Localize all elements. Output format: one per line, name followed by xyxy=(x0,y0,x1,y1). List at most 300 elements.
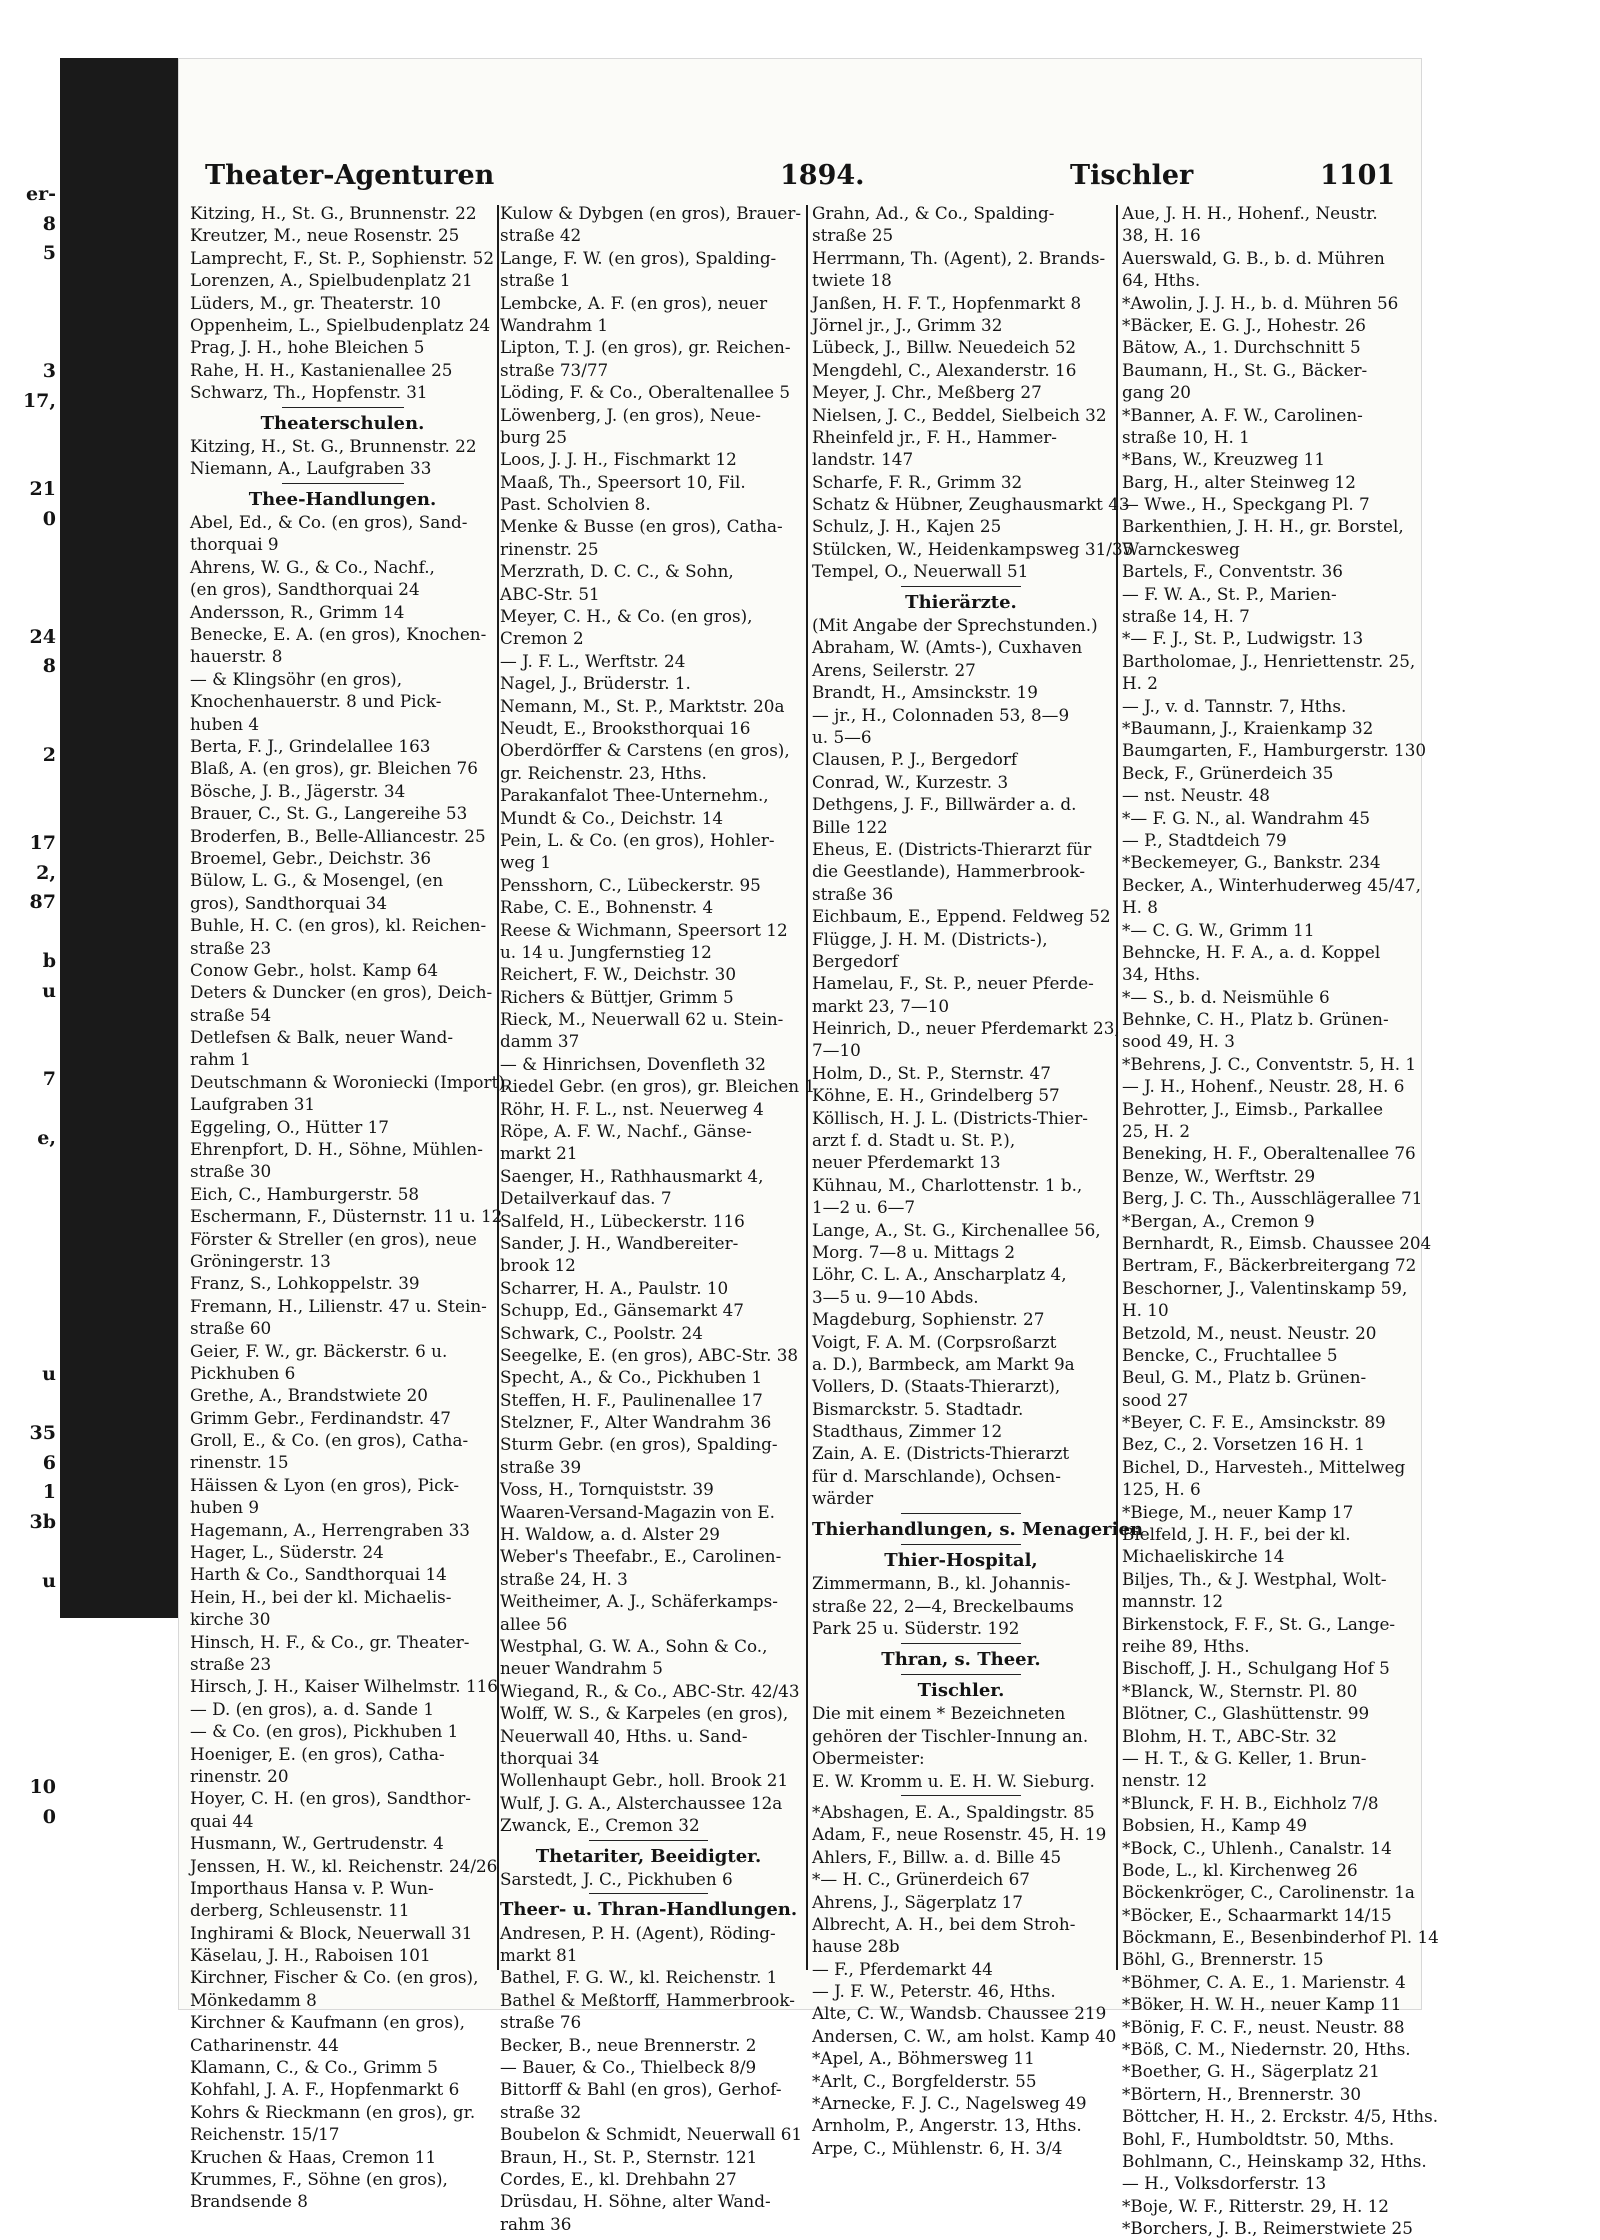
directory-entry-line: Schwarz, Th., Hopfenstr. 31 xyxy=(190,382,428,403)
directory-entry-line: Schwark, C., Poolstr. 24 xyxy=(500,1322,703,1343)
directory-entry-line: *Blanck, W., Sternstr. Pl. 80 xyxy=(1122,1680,1358,1701)
directory-entry-line: Bischoff, J. H., Schulgang Hof 5 xyxy=(1122,1658,1390,1679)
section-rule xyxy=(282,407,404,408)
directory-entry-line: Specht, A., & Co., Pickhuben 1 xyxy=(500,1367,763,1388)
margin-fragment xyxy=(0,1036,56,1066)
directory-entry-line: *— F. G. N., al. Wandrahm 45 xyxy=(1122,807,1371,828)
margin-fragment xyxy=(0,800,56,830)
margin-fragment: 10 xyxy=(29,1776,56,1798)
directory-entry-line: Albrecht, A. H., bei dem Stroh- xyxy=(812,1913,1076,1934)
directory-entry-line: straße 10, H. 1 xyxy=(1122,426,1250,447)
directory-entry-line: Neuerwall 40, Hths. u. Sand- xyxy=(500,1725,748,1746)
directory-entry-line: straße 30 xyxy=(190,1161,272,1182)
directory-entry-line: Niemann, A., Laufgraben 33 xyxy=(190,458,432,479)
directory-entry-line: Flügge, J. H. M. (Districts-), xyxy=(812,928,1048,949)
directory-entry-line: Auerswald, G. B., b. d. Mühren xyxy=(1122,247,1385,268)
directory-entry-line: Nielsen, J. C., Beddel, Sielbeich 32 xyxy=(812,404,1107,425)
directory-entry-line: twiete 18 xyxy=(812,270,892,291)
directory-entry-line: Wollenhaupt Gebr., holl. Brook 21 xyxy=(500,1770,789,1791)
margin-fragment xyxy=(0,1154,56,1184)
directory-entry-line: Conrad, W., Kurzestr. 3 xyxy=(812,771,1009,792)
directory-entry-line: Beschorner, J., Valentinskamp 59, xyxy=(1122,1277,1408,1298)
directory-entry-line: Becker, B., neue Brennerstr. 2 xyxy=(500,2034,757,2055)
margin-fragment xyxy=(0,298,56,328)
column-4 xyxy=(1122,202,1439,2239)
directory-entry-line: markt 81 xyxy=(500,1945,578,1966)
directory-entry-line: — H. T., & G. Keller, 1. Brun- xyxy=(1122,1747,1367,1768)
margin-fragment xyxy=(0,534,56,564)
directory-entry-line: — jr., H., Colonnaden 53, 8—9 xyxy=(812,704,1070,725)
directory-entry-line: u. 5—6 xyxy=(812,726,872,747)
directory-entry-line: Lüders, M., gr. Theaterstr. 10 xyxy=(190,292,441,313)
directory-entry-line: huben 9 xyxy=(190,1497,260,1518)
directory-entry-line: Steffen, H. F., Paulinenallee 17 xyxy=(500,1389,763,1410)
directory-entry-line: Richers & Büttjer, Grimm 5 xyxy=(500,986,734,1007)
directory-entry-line: Pickhuben 6 xyxy=(190,1362,296,1383)
directory-entry-line: *Beckemeyer, G., Bankstr. 234 xyxy=(1122,852,1381,873)
directory-entry-line: Mundt & Co., Deichstr. 14 xyxy=(500,807,724,828)
directory-entry-line: Kreutzer, M., neue Rosenstr. 25 xyxy=(190,225,460,246)
section-heading: Thetariter, Beeidigter. xyxy=(535,1845,762,1867)
directory-entry-line: straße 42 xyxy=(500,225,582,246)
directory-entry-line: Schupp, Ed., Gänsemarkt 47 xyxy=(500,1300,744,1321)
directory-entry-line: Bätow, A., 1. Durchschnitt 5 xyxy=(1122,337,1361,358)
directory-entry-line: H. Waldow, a. d. Alster 29 xyxy=(500,1524,720,1545)
directory-entry-line: Westphal, G. W. A., Sohn & Co., xyxy=(500,1636,768,1656)
page-number: 1101 xyxy=(1320,160,1396,191)
directory-entry-line: *Böcker, E., Schaarmarkt 14/15 xyxy=(1122,1904,1392,1925)
margin-fragment: 17, xyxy=(22,389,56,412)
directory-entry-line: Deters & Duncker (en gros), Deich- xyxy=(190,982,493,1003)
directory-entry-line: damm 37 xyxy=(500,1031,580,1052)
margin-fragment xyxy=(0,770,56,800)
directory-entry-line: Neudt, E., Brooksthorquai 16 xyxy=(500,717,751,738)
directory-entry-line: Vollers, D. (Staats-Thierarzt), xyxy=(812,1376,1061,1397)
directory-entry-line: straße 36 xyxy=(812,883,894,904)
directory-entry-line: Bartels, F., Conventstr. 36 xyxy=(1122,561,1343,582)
margin-fragment: 2 xyxy=(42,743,56,766)
directory-entry-line: nenstr. 12 xyxy=(1122,1770,1208,1791)
directory-entry-line: Janßen, H. F. T., Hopfenmarkt 8 xyxy=(812,292,1082,313)
directory-entry-line: Husmann, W., Gertrudenstr. 4 xyxy=(190,1833,444,1854)
margin-fragment: 17 xyxy=(29,832,56,854)
directory-entry-line: Zwanck, E., Cremon 32 xyxy=(500,1815,700,1836)
margin-fragment: 3b xyxy=(29,1510,56,1533)
directory-entry-line: — J. F. W., Peterstr. 46, Hths. xyxy=(812,1981,1056,2002)
directory-entry-line: — D. (en gros), a. d. Sande 1 xyxy=(190,1698,435,1719)
directory-entry-line: *Börtern, H., Brennerstr. 30 xyxy=(1122,2083,1362,2104)
directory-entry-line: Meyer, J. Chr., Meßberg 27 xyxy=(812,382,1042,403)
directory-entry-line: Meyer, C. H., & Co. (en gros), xyxy=(500,606,753,627)
directory-entry-line: Pensshorn, C., Lübeckerstr. 95 xyxy=(500,874,761,895)
directory-entry-line: rahm 1 xyxy=(190,1049,251,1070)
directory-entry-line: *— H. C., Grünerdeich 67 xyxy=(812,1869,1030,1890)
directory-entry-line: — J. H., Hohenf., Neustr. 28, H. 6 xyxy=(1122,1076,1405,1097)
directory-entry-line: Ahrens, J., Sägerplatz 17 xyxy=(812,1891,1023,1912)
directory-entry-line: Prag, J. H., hohe Bleichen 5 xyxy=(190,337,425,358)
binding-shadow xyxy=(60,58,178,1618)
margin-fragment xyxy=(0,1183,56,1213)
directory-entry-line: Tempel, O., Neuerwall 51 xyxy=(812,561,1029,582)
directory-entry-line: Eich, C., Hamburgerstr. 58 xyxy=(190,1183,420,1204)
directory-entry-line: Dethgens, J. F., Billwärder a. d. xyxy=(812,794,1077,815)
directory-entry-line: Rahe, H. H., Kastanienallee 25 xyxy=(190,359,453,380)
margin-fragment: 6 xyxy=(42,1451,56,1474)
directory-entry-line: kirche 30 xyxy=(190,1609,271,1630)
directory-entry-line: Weber's Theefabr., E., Carolinen- xyxy=(500,1546,782,1567)
directory-entry-line: hause 28b xyxy=(812,1936,900,1957)
directory-entry-line: — & Klingsöhr (en gros), xyxy=(190,668,403,689)
directory-entry-line: *Bergan, A., Cremon 9 xyxy=(1122,1210,1315,1231)
directory-entry-line: wärder xyxy=(812,1488,874,1509)
directory-entry-line: Löhr, C. L. A., Anscharplatz 4, xyxy=(812,1264,1067,1285)
directory-entry-line: a. D.), Barmbeck, am Markt 9a xyxy=(812,1353,1075,1374)
directory-entry-line: Scharfe, F. R., Grimm 32 xyxy=(812,471,1023,492)
directory-entry-line: Beck, F., Grünerdeich 35 xyxy=(1122,762,1334,783)
margin-fragment xyxy=(0,1390,56,1420)
directory-entry-line: Eschermann, F., Düsternstr. 11 u. 12 xyxy=(190,1206,503,1227)
directory-entry-line: Böckmann, E., Besenbinderhof Pl. 14 xyxy=(1122,1927,1439,1948)
directory-entry-line: Detlefsen & Balk, neuer Wand- xyxy=(190,1027,453,1048)
directory-entry-line: Michaeliskirche 14 xyxy=(1122,1546,1285,1567)
directory-entry-line: Rheinfeld jr., F. H., Hammer- xyxy=(812,426,1057,447)
section-heading: Theaterschulen. xyxy=(260,412,425,434)
directory-entry-line: burg 25 xyxy=(500,426,568,447)
directory-entry-line: Hager, L., Süderstr. 24 xyxy=(190,1542,384,1563)
directory-entry-line: Arens, Seilerstr. 27 xyxy=(812,659,976,680)
section-heading: Thierhandlungen, s. Menagerien xyxy=(812,1518,1144,1540)
directory-entry-line: Mönkedamm 8 xyxy=(190,1989,317,2010)
directory-entry-line: Abraham, W. (Amts-), Cuxhaven xyxy=(812,637,1083,658)
directory-entry-line: Jörnel jr., J., Grimm 32 xyxy=(812,314,1003,335)
directory-entry-line: straße 14, H. 7 xyxy=(1122,606,1250,627)
directory-entry-line: neuer Wandrahm 5 xyxy=(500,1658,663,1679)
margin-fragment: 8 xyxy=(42,655,56,677)
margin-fragment xyxy=(0,593,56,623)
directory-entry-line: Zain, A. E. (Districts-Thierarzt xyxy=(812,1443,1070,1464)
directory-entry-line: Nagel, J., Brüderstr. 1. xyxy=(500,673,691,694)
directory-entry-line: Ahrens, W. G., & Co., Nachf., xyxy=(190,556,435,577)
directory-entry-line: (Mit Angabe der Sprechstunden.) xyxy=(812,615,1098,636)
directory-entry-line: Seegelke, E. (en gros), ABC-Str. 38 xyxy=(500,1344,799,1365)
directory-entry-line: Sturm Gebr. (en gros), Spalding- xyxy=(500,1434,778,1455)
directory-entry-line: sood 49, H. 3 xyxy=(1122,1031,1235,1052)
directory-entry-line: Hinsch, H. F., & Co., gr. Theater- xyxy=(190,1631,470,1652)
directory-entry-line: markt 21 xyxy=(500,1143,578,1164)
directory-entry-line: Bez, C., 2. Vorsetzen 16 H. 1 xyxy=(1122,1434,1365,1455)
directory-entry-line: Maaß, Th., Speersort 10, Fil. xyxy=(500,471,746,492)
section-heading: Thran, s. Theer. xyxy=(881,1648,1041,1670)
directory-entry-line: Gröningerstr. 13 xyxy=(190,1250,331,1271)
directory-entry-line: *Behrens, J. C., Conventstr. 5, H. 1 xyxy=(1122,1053,1417,1074)
margin-fragment xyxy=(0,1655,56,1685)
directory-entry-line: Franz, S., Lohkoppelstr. 39 xyxy=(190,1273,420,1294)
directory-entry-line: Eichbaum, E., Eppend. Feldweg 52 xyxy=(812,906,1111,927)
directory-entry-line: huben 4 xyxy=(190,713,260,734)
directory-entry-line: Sarstedt, J. C., Pickhuben 6 xyxy=(500,1868,733,1889)
header-year: 1894. xyxy=(780,160,865,191)
directory-entry-line: *Bönig, F. C. F., neust. Neustr. 88 xyxy=(1122,2016,1405,2037)
directory-entry-line: 38, H. 16 xyxy=(1122,225,1201,246)
directory-entry-line: Hamelau, F., St. P., neuer Pferde- xyxy=(812,973,1094,994)
directory-entry-line: Inghirami & Block, Neuerwall 31 xyxy=(190,1922,473,1943)
directory-entry-line: Eggeling, O., Hütter 17 xyxy=(190,1116,389,1137)
directory-entry-line: Bencke, C., Fruchtallee 5 xyxy=(1122,1344,1338,1365)
directory-entry-line: Bille 122 xyxy=(812,816,888,837)
directory-entry-line: *Baumann, J., Kraienkamp 32 xyxy=(1122,717,1374,738)
directory-entry-line: Merzrath, D. C. C., & Sohn, xyxy=(500,561,734,582)
margin-fragment: e, xyxy=(37,1127,56,1149)
directory-entry-line: Häissen & Lyon (en gros), Pick- xyxy=(190,1474,460,1495)
directory-entry-line: *Böker, H. W. H., neuer Kamp 11 xyxy=(1122,1994,1402,2015)
directory-entry-line: neuer Pferdemarkt 13 xyxy=(812,1152,1001,1173)
directory-entry-line: Jenssen, H. W., kl. Reichenstr. 24/26 xyxy=(190,1855,498,1876)
section-rule xyxy=(901,1544,1020,1545)
directory-entry-line: straße 25 xyxy=(812,225,894,246)
directory-entry-line: Köhne, E. H., Grindelberg 57 xyxy=(812,1085,1060,1106)
section-heading: Thee-Handlungen. xyxy=(248,488,437,510)
directory-entry-line: ABC-Str. 51 xyxy=(500,583,600,604)
directory-entry-line: Weitheimer, A. J., Schäferkamps- xyxy=(500,1591,778,1612)
margin-fragment: 0 xyxy=(42,507,56,530)
margin-fragment xyxy=(0,1095,56,1125)
margin-fragment: u xyxy=(42,1569,56,1592)
directory-entry-line: Behnke, C. H., Platz b. Grünen- xyxy=(1122,1009,1389,1030)
directory-entry-line: — Bauer, & Co., Thielbeck 8/9 xyxy=(500,2057,757,2078)
directory-entry-line: Ehrenpfort, D. H., Söhne, Mühlen- xyxy=(190,1139,483,1160)
directory-entry-line: Eheus, E. (Districts-Thierarzt für xyxy=(812,838,1092,859)
directory-entry-line: Bertram, F., Bäckerbreitergang 72 xyxy=(1122,1255,1417,1276)
directory-entry-line: Brandt, H., Amsinckstr. 19 xyxy=(812,682,1038,703)
directory-entry-line: Harth & Co., Sandthorquai 14 xyxy=(190,1564,447,1585)
directory-entry-line: Parakanfalot Thee-Unternehm., xyxy=(500,785,769,806)
directory-entry-line: Bode, L., kl. Kirchenweg 26 xyxy=(1122,1859,1358,1880)
margin-fragment: 1 xyxy=(42,1481,56,1503)
directory-entry-line: Zimmermann, B., kl. Johannis- xyxy=(812,1573,1071,1594)
directory-entry-line: *Blunck, F. H. B., Eichholz 7/8 xyxy=(1122,1792,1379,1813)
directory-entry-line: straße 24, H. 3 xyxy=(500,1568,628,1589)
directory-entry-line: Voss, H., Tornquiststr. 39 xyxy=(500,1479,714,1500)
directory-entry-line: Laufgraben 31 xyxy=(190,1094,316,1115)
directory-entry-line: Baumgarten, F., Hamburgerstr. 130 xyxy=(1122,740,1427,761)
directory-entry-line: Hagemann, A., Herrengraben 33 xyxy=(190,1519,470,1540)
directory-entry-line: Loos, J. J. H., Fischmarkt 12 xyxy=(500,449,737,470)
directory-entry-line: Voigt, F. A. M. (Corpsroßarzt xyxy=(812,1331,1057,1352)
section-rule xyxy=(589,1840,708,1841)
margin-fragment: er- xyxy=(26,183,56,205)
book-binding xyxy=(0,0,180,2177)
directory-entry-line: — & Co. (en gros), Pickhuben 1 xyxy=(190,1721,459,1742)
directory-entry-line: Herrmann, Th. (Agent), 2. Brands- xyxy=(812,247,1106,268)
section-rule xyxy=(282,483,404,484)
directory-entry-line: straße 32 xyxy=(500,2101,582,2122)
directory-entry-line: Hein, H., bei der kl. Michaelis- xyxy=(190,1586,452,1607)
directory-entry-line: gang 20 xyxy=(1122,382,1191,403)
directory-entry-line: Mengdehl, C., Alexanderstr. 16 xyxy=(812,359,1077,380)
directory-entry-line: mannstr. 12 xyxy=(1122,1591,1224,1612)
directory-entry-line: H. 8 xyxy=(1122,897,1158,918)
directory-entry-line: H. 2 xyxy=(1122,673,1158,694)
directory-entry-line: Böhl, G., Brennerstr. 15 xyxy=(1122,1949,1324,1970)
directory-entry-line: Cremon 2 xyxy=(500,628,584,649)
page-header xyxy=(205,160,1415,196)
margin-fragment xyxy=(0,416,56,446)
directory-entry-line: Röhr, H. F. L., nst. Neuerweg 4 xyxy=(500,1098,764,1119)
directory-entry-line: — H., Volksdorferstr. 13 xyxy=(1122,2173,1327,2194)
directory-entry-line: Löding, F. & Co., Oberaltenallee 5 xyxy=(500,382,791,403)
directory-entry-line: Berta, F. J., Grindelallee 163 xyxy=(190,735,431,756)
directory-entry-line: Fremann, H., Lilienstr. 47 u. Stein- xyxy=(190,1295,487,1316)
directory-entry-line: Holm, D., St. P., Sternstr. 47 xyxy=(812,1062,1051,1083)
directory-entry-line: 7—10 xyxy=(812,1040,861,1061)
directory-entry-line: *Apel, A., Böhmersweg 11 xyxy=(812,2048,1035,2069)
directory-entry-line: Andresen, P. H. (Agent), Röding- xyxy=(500,1922,776,1943)
margin-fragment xyxy=(0,446,56,476)
directory-entry-line: straße 76 xyxy=(500,2012,582,2033)
directory-entry-line: Park 25 u. Süderstr. 192 xyxy=(812,1618,1020,1639)
directory-entry-line: *Arnecke, F. J. C., Nagelsweg 49 xyxy=(812,2093,1087,2114)
directory-entry-line: straße 60 xyxy=(190,1318,272,1339)
margin-fragment xyxy=(0,1626,56,1656)
directory-entry-line: Lorenzen, A., Spielbudenplatz 21 xyxy=(190,270,473,291)
directory-entry-line: Berg, J. C. Th., Ausschlägerallee 71 xyxy=(1122,1188,1423,1209)
header-left-title: Theater-Agenturen xyxy=(205,160,495,191)
directory-entry-line: Benecke, E. A. (en gros), Knochen- xyxy=(190,624,487,645)
directory-entry-line: Kruchen & Haas, Cremon 11 xyxy=(190,2146,437,2167)
directory-entry-line: Wulf, J. G. A., Alsterchaussee 12a xyxy=(500,1792,783,1813)
section-rule xyxy=(589,1893,708,1894)
directory-entry-line: Geier, F. W., gr. Bäckerstr. 6 u. xyxy=(190,1340,448,1361)
directory-entry-line: thorquai 34 xyxy=(500,1747,600,1768)
directory-entry-line: Bittorff & Bahl (en gros), Gerhof- xyxy=(500,2079,782,2100)
margin-fragment: 0 xyxy=(42,1805,56,1828)
directory-entry-line: rinenstr. 15 xyxy=(190,1452,289,1473)
directory-entry-line: Abel, Ed., & Co. (en gros), Sand- xyxy=(190,512,468,533)
margin-fragment xyxy=(0,328,56,358)
directory-entry-line: *Böhmer, C. A. E., 1. Marienstr. 4 xyxy=(1122,1971,1406,1992)
directory-entry-line: die Geestlande), Hammerbrook- xyxy=(812,861,1085,882)
directory-entry-line: Bichel, D., Harvesteh., Mittelweg xyxy=(1122,1456,1406,1477)
margin-fragment xyxy=(0,711,56,741)
directory-entry-line: Warnckesweg xyxy=(1122,538,1240,559)
directory-entry-line: straße 73/77 xyxy=(500,359,609,380)
margin-fragment xyxy=(0,269,56,299)
directory-entry-line: *Arlt, C., Borgfelderstr. 55 xyxy=(812,2070,1037,2091)
section-rule xyxy=(901,1795,1020,1796)
directory-entry-line: Wiegand, R., & Co., ABC-Str. 42/43 xyxy=(500,1680,800,1701)
margin-fragment xyxy=(0,564,56,594)
directory-entry-line: *— C. G. W., Grimm 11 xyxy=(1122,919,1315,940)
directory-entry-line: *Abshagen, E. A., Spaldingstr. 85 xyxy=(812,1801,1095,1822)
directory-entry-line: thorquai 9 xyxy=(190,534,279,555)
directory-entry-line: Hoeniger, E. (en gros), Catha- xyxy=(190,1743,445,1764)
directory-entry-line: Lange, A., St. G., Kirchenallee 56, xyxy=(812,1219,1101,1240)
directory-entry-line: *Banner, A. F. W., Carolinen- xyxy=(1122,404,1363,425)
directory-entry-line: E. W. Kromm u. E. H. W. Sieburg. xyxy=(812,1770,1095,1791)
directory-entry-line: (en gros), Sandthorquai 24 xyxy=(190,579,420,600)
margin-fragment xyxy=(0,1596,56,1626)
margin-fragment xyxy=(0,1242,56,1272)
directory-entry-line: Bernhardt, R., Eimsb. Chaussee 204 xyxy=(1122,1232,1432,1253)
directory-entry-line: Broemel, Gebr., Deichstr. 36 xyxy=(190,847,432,868)
directory-entry-line: Reichenstr. 15/17 xyxy=(190,2124,340,2145)
directory-entry-line: Betzold, M., neust. Neustr. 20 xyxy=(1122,1322,1377,1343)
directory-entry-line: u. 14 u. Jungfernstieg 12 xyxy=(500,941,712,962)
directory-entry-line: *Boether, G. H., Sägerplatz 21 xyxy=(1122,2061,1380,2082)
directory-entry-line: Böckenkröger, C., Carolinenstr. 1a xyxy=(1122,1882,1415,1903)
directory-entry-line: Bartholomae, J., Henriettenstr. 25, xyxy=(1122,650,1416,671)
directory-entry-line: Braun, H., St. P., Sternstr. 121 xyxy=(500,2146,758,2167)
directory-entry-line: Röpe, A. F. W., Nachf., Gänse- xyxy=(500,1121,752,1142)
directory-entry-line: Bergedorf xyxy=(812,950,899,971)
margin-fragment xyxy=(0,682,56,712)
directory-entry-line: arzt f. d. Stadt u. St. P.), xyxy=(812,1130,1016,1151)
directory-entry-line: rinenstr. 25 xyxy=(500,538,599,559)
directory-entry-line: Behrotter, J., Eimsb., Parkallee xyxy=(1122,1098,1384,1119)
previous-page-margin xyxy=(0,180,56,1832)
directory-entry-line: Pein, L. & Co. (en gros), Hohler- xyxy=(500,829,775,850)
directory-entry-line: Detailverkauf das. 7 xyxy=(500,1188,672,1209)
directory-entry-line: Bohlmann, C., Heinskamp 32, Hths. xyxy=(1122,2150,1427,2171)
directory-entry-line: Broderfen, B., Belle-Alliancestr. 25 xyxy=(190,825,486,846)
directory-entry-line: *Beyer, C. F. E., Amsinckstr. 89 xyxy=(1122,1412,1386,1433)
directory-entry-line: Sander, J. H., Wandbereiter- xyxy=(500,1232,739,1253)
directory-entry-line: Brauer, C., St. G., Langereihe 53 xyxy=(190,803,468,824)
directory-entry-line: *Bäcker, E. G. J., Hohestr. 26 xyxy=(1122,314,1366,335)
directory-entry-line: Beneking, H. F., Oberaltenallee 76 xyxy=(1122,1143,1416,1164)
directory-entry-line: Morg. 7—8 u. Mittags 2 xyxy=(812,1241,1016,1262)
margin-fragment: 2, xyxy=(36,861,56,884)
directory-entry-line: Scharrer, H. A., Paulstr. 10 xyxy=(500,1277,729,1298)
directory-entry-line: 125, H. 6 xyxy=(1122,1479,1201,1500)
directory-entry-line: Kohrs & Rieckmann (en gros), gr. xyxy=(190,2101,476,2122)
margin-fragment xyxy=(0,918,56,948)
directory-entry-line: *Böß, C. M., Niedernstr. 20, Hths. xyxy=(1122,2039,1411,2060)
directory-entry-line: — P., Stadtdeich 79 xyxy=(1122,829,1287,850)
margin-fragment xyxy=(0,1213,56,1243)
directory-entry-line: Köllisch, H. J. L. (Districts-Thier- xyxy=(812,1107,1088,1128)
directory-entry-line: brook 12 xyxy=(500,1255,576,1276)
directory-entry-line: Arpe, C., Mühlenstr. 6, H. 3/4 xyxy=(812,2137,1063,2158)
directory-entry-line: 1—2 u. 6—7 xyxy=(812,1197,916,1218)
directory-entry-line: markt 23, 7—10 xyxy=(812,995,950,1016)
margin-fragment: 35 xyxy=(29,1422,56,1444)
directory-entry-line: Andersson, R., Grimm 14 xyxy=(190,601,405,622)
directory-entry-line: Brandsende 8 xyxy=(190,2191,308,2212)
margin-fragment xyxy=(0,1685,56,1715)
directory-entry-line: rahm 36 xyxy=(500,2213,572,2234)
directory-entry-line: straße 54 xyxy=(190,1004,272,1025)
directory-entry-line: *— S., b. d. Neismühle 6 xyxy=(1122,986,1330,1007)
directory-entry-line: — F. W. A., St. P., Marien- xyxy=(1122,583,1337,604)
directory-entry-line: Alte, C. W., Wandsb. Chaussee 219 xyxy=(812,2003,1107,2024)
directory-entry-line: Stadthaus, Zimmer 12 xyxy=(812,1421,1003,1442)
directory-entry-line: straße 1 xyxy=(500,270,571,291)
directory-entry-line: Kohfahl, J. A. F., Hopfenmarkt 6 xyxy=(190,2079,460,2100)
directory-entry-line: Importhaus Hansa v. P. Wun- xyxy=(190,1877,434,1898)
directory-entry-line: Barkenthien, J. H. H., gr. Borstel, xyxy=(1122,516,1404,537)
directory-entry-line: Aue, J. H. H., Hohenf., Neustr. xyxy=(1122,203,1378,223)
directory-entry-line: quai 44 xyxy=(190,1810,254,1831)
margin-fragment xyxy=(0,1331,56,1361)
directory-entry-line: sood 27 xyxy=(1122,1389,1189,1410)
directory-entry-line: Reese & Wichmann, Speersort 12 xyxy=(500,919,788,940)
directory-entry-line: Clausen, P. J., Bergedorf xyxy=(812,749,1018,770)
directory-entry-line: Kühnau, M., Charlottenstr. 1 b., xyxy=(812,1174,1083,1195)
directory-entry-line: — F., Pferdemarkt 44 xyxy=(812,1958,993,1979)
directory-entry-line: Schatz & Hübner, Zeughausmarkt 43 xyxy=(812,494,1130,515)
directory-entry-line: Blaß, A. (en gros), gr. Bleichen 76 xyxy=(190,758,478,779)
